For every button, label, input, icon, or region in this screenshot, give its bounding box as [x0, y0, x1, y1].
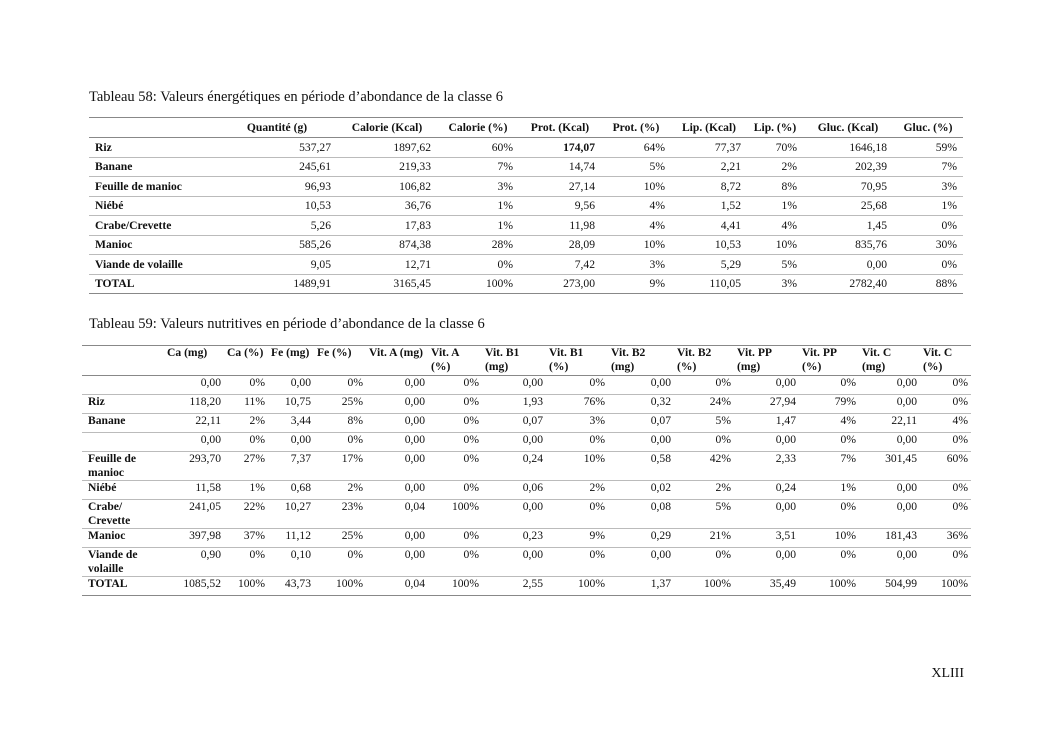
- column-header: Ca (mg): [164, 346, 224, 376]
- table-row: [89, 274, 963, 294]
- table-cell: 0,68: [268, 481, 314, 500]
- table-cell: 1897,62: [337, 138, 437, 158]
- table-cell: 0,00: [859, 500, 920, 529]
- table-cell: 2%: [546, 481, 608, 500]
- table-cell: 0,24: [482, 452, 546, 481]
- table-row: [82, 548, 971, 577]
- table-cell: 96,93: [217, 177, 337, 197]
- table-cell: 585,26: [217, 235, 337, 255]
- table-cell: 0%: [546, 548, 608, 577]
- table-row: [89, 177, 963, 197]
- table-cell: 0,00: [803, 255, 893, 275]
- table-cell: 21%: [674, 529, 734, 548]
- row-label: Crabe/ Crevette: [82, 500, 164, 529]
- table-cell: 0%: [920, 395, 971, 414]
- table-row: [82, 500, 971, 529]
- table-cell: 4%: [601, 196, 671, 216]
- table-cell: 0%: [546, 376, 608, 395]
- table-cell: 100%: [428, 577, 482, 596]
- page-number: XLIII: [931, 666, 964, 681]
- column-header: Vit. B1 (%): [546, 346, 608, 376]
- row-label: Manioc: [89, 235, 217, 255]
- table-cell: 0%: [314, 433, 366, 452]
- table-cell: 9%: [601, 274, 671, 294]
- table-cell: 0,00: [482, 500, 546, 529]
- table-cell: 0,00: [366, 376, 428, 395]
- table-row: [82, 376, 971, 395]
- row-label: Feuille de manioc: [89, 177, 217, 197]
- table-cell: 5%: [747, 255, 803, 275]
- column-header: Vit. C (%): [920, 346, 971, 376]
- table-cell: 3165,45: [337, 274, 437, 294]
- table-cell: 88%: [893, 274, 963, 294]
- table-cell: 3%: [437, 177, 519, 197]
- table-cell: 10%: [747, 235, 803, 255]
- table-cell: 0,04: [366, 500, 428, 529]
- table-cell: 25,68: [803, 196, 893, 216]
- table-cell: 537,27: [217, 138, 337, 158]
- table-cell: 0,00: [608, 433, 674, 452]
- table-cell: 25%: [314, 395, 366, 414]
- table-cell: 7,37: [268, 452, 314, 481]
- table-cell: 23%: [314, 500, 366, 529]
- row-label: [82, 433, 164, 452]
- table-cell: 27,94: [734, 395, 799, 414]
- table-cell: 0,00: [859, 481, 920, 500]
- table-cell: 10%: [601, 235, 671, 255]
- table-cell: 1%: [747, 196, 803, 216]
- column-header: Gluc. (Kcal): [803, 118, 893, 138]
- table-cell: 37%: [224, 529, 268, 548]
- table-59-header-row: [82, 346, 971, 376]
- column-header: Ca (%): [224, 346, 268, 376]
- table-cell: 0,00: [859, 395, 920, 414]
- table-cell: 0,00: [859, 548, 920, 577]
- table-cell: 0%: [428, 376, 482, 395]
- table-cell: 174,07: [519, 138, 601, 158]
- column-header: Gluc. (%): [893, 118, 963, 138]
- table-cell: 1%: [799, 481, 859, 500]
- table-cell: 3%: [893, 177, 963, 197]
- table-cell: 100%: [546, 577, 608, 596]
- table-cell: 24%: [674, 395, 734, 414]
- table-cell: 0%: [428, 433, 482, 452]
- table-cell: 0%: [428, 395, 482, 414]
- table-cell: 0,00: [608, 548, 674, 577]
- table-cell: 9,05: [217, 255, 337, 275]
- column-header: Calorie (Kcal): [337, 118, 437, 138]
- table-cell: 0,00: [859, 376, 920, 395]
- table-cell: 28%: [437, 235, 519, 255]
- column-header: Calorie (%): [437, 118, 519, 138]
- table-cell: 4%: [747, 216, 803, 236]
- table-cell: 0,00: [482, 548, 546, 577]
- table-cell: 0,24: [734, 481, 799, 500]
- table-58-header-row: [89, 118, 963, 138]
- table-cell: 3%: [546, 414, 608, 433]
- table-cell: 10,75: [268, 395, 314, 414]
- table-cell: 10,53: [217, 196, 337, 216]
- table-cell: 8%: [314, 414, 366, 433]
- table-cell: 0,06: [482, 481, 546, 500]
- table-row: [82, 395, 971, 414]
- table-cell: 5%: [674, 500, 734, 529]
- column-header: Lip. (%): [747, 118, 803, 138]
- table-cell: 22,11: [164, 414, 224, 433]
- table-cell: 2782,40: [803, 274, 893, 294]
- table-cell: 0%: [674, 433, 734, 452]
- table-cell: 11,58: [164, 481, 224, 500]
- column-header: Vit. PP (%): [799, 346, 859, 376]
- table-row: [89, 255, 963, 275]
- table-cell: 874,38: [337, 235, 437, 255]
- table-cell: 0%: [674, 376, 734, 395]
- column-header: [82, 346, 164, 376]
- table-cell: 0,08: [608, 500, 674, 529]
- table-cell: 0,00: [859, 433, 920, 452]
- table-cell: 1,37: [608, 577, 674, 596]
- table-cell: 12,71: [337, 255, 437, 275]
- table-58-caption: Tableau 58: Valeurs énergétiques en période d’abondance de la classe 6: [89, 89, 503, 105]
- table-cell: 1,45: [803, 216, 893, 236]
- table-row: [89, 216, 963, 236]
- table-row: [82, 481, 971, 500]
- table-cell: 30%: [893, 235, 963, 255]
- table-cell: 110,05: [671, 274, 747, 294]
- row-label: Banane: [82, 414, 164, 433]
- table-cell: 0%: [920, 481, 971, 500]
- table-cell: 22%: [224, 500, 268, 529]
- table-row: [89, 157, 963, 177]
- table-59-nutritive-values: [82, 345, 971, 596]
- table-cell: 100%: [314, 577, 366, 596]
- table-cell: 0%: [224, 433, 268, 452]
- column-header: Lip. (Kcal): [671, 118, 747, 138]
- table-58-energy-values: [89, 117, 963, 294]
- column-header: Vit. C (mg): [859, 346, 920, 376]
- row-label: Banane: [89, 157, 217, 177]
- table-cell: 0%: [799, 433, 859, 452]
- column-header: Vit. B2 (%): [674, 346, 734, 376]
- table-cell: 4%: [601, 216, 671, 236]
- table-cell: 10,27: [268, 500, 314, 529]
- row-label: Crabe/Crevette: [89, 216, 217, 236]
- table-cell: 0%: [799, 376, 859, 395]
- column-header: Vit. A (%): [428, 346, 482, 376]
- table-cell: 0,00: [482, 433, 546, 452]
- table-cell: 0%: [920, 376, 971, 395]
- table-cell: 5,26: [217, 216, 337, 236]
- table-row: [82, 433, 971, 452]
- table-59-caption: Tableau 59: Valeurs nutritives en période d’abondance de la classe 6: [89, 316, 485, 332]
- table-cell: 0,00: [366, 433, 428, 452]
- table-cell: 0,29: [608, 529, 674, 548]
- table-cell: 10%: [799, 529, 859, 548]
- table-cell: 28,09: [519, 235, 601, 255]
- table-cell: 100%: [920, 577, 971, 596]
- table-cell: 202,39: [803, 157, 893, 177]
- table-cell: 0,07: [608, 414, 674, 433]
- column-header: Vit. A (mg): [366, 346, 428, 376]
- column-header: Vit. PP (mg): [734, 346, 799, 376]
- table-row: [82, 577, 971, 596]
- table-cell: 0%: [920, 548, 971, 577]
- table-cell: 0,00: [482, 376, 546, 395]
- table-cell: 2,21: [671, 157, 747, 177]
- table-cell: 7%: [893, 157, 963, 177]
- row-label: Viande de volaille: [82, 548, 164, 577]
- table-cell: 0%: [437, 255, 519, 275]
- table-cell: 0%: [799, 548, 859, 577]
- table-cell: 0%: [428, 548, 482, 577]
- table-cell: 0%: [314, 376, 366, 395]
- column-header: Prot. (Kcal): [519, 118, 601, 138]
- table-cell: 0,00: [366, 529, 428, 548]
- row-label: Feuille de manioc: [82, 452, 164, 481]
- table-cell: 3,51: [734, 529, 799, 548]
- row-label: TOTAL: [82, 577, 164, 596]
- table-row: [89, 235, 963, 255]
- table-cell: 0%: [224, 376, 268, 395]
- table-cell: 2,55: [482, 577, 546, 596]
- table-cell: 293,70: [164, 452, 224, 481]
- table-cell: 25%: [314, 529, 366, 548]
- table-cell: 70%: [747, 138, 803, 158]
- table-cell: 3,44: [268, 414, 314, 433]
- row-label: Riz: [82, 395, 164, 414]
- table-cell: 60%: [437, 138, 519, 158]
- table-cell: 1646,18: [803, 138, 893, 158]
- table-cell: 1%: [437, 216, 519, 236]
- table-59-body: [82, 376, 971, 596]
- table-cell: 27,14: [519, 177, 601, 197]
- table-cell: 0,00: [366, 395, 428, 414]
- table-cell: 0%: [428, 414, 482, 433]
- table-cell: 79%: [799, 395, 859, 414]
- table-cell: 36%: [920, 529, 971, 548]
- column-header: Prot. (%): [601, 118, 671, 138]
- table-cell: 301,45: [859, 452, 920, 481]
- table-cell: 245,61: [217, 157, 337, 177]
- table-cell: 241,05: [164, 500, 224, 529]
- table-cell: 7,42: [519, 255, 601, 275]
- table-cell: 10%: [601, 177, 671, 197]
- table-cell: 0%: [224, 548, 268, 577]
- table-cell: 11,98: [519, 216, 601, 236]
- table-cell: 11,12: [268, 529, 314, 548]
- table-cell: 7%: [437, 157, 519, 177]
- table-cell: 9,56: [519, 196, 601, 216]
- table-cell: 17%: [314, 452, 366, 481]
- table-cell: 835,76: [803, 235, 893, 255]
- table-cell: 0,90: [164, 548, 224, 577]
- table-cell: 2%: [747, 157, 803, 177]
- row-label: Niébé: [89, 196, 217, 216]
- table-cell: 0,58: [608, 452, 674, 481]
- table-cell: 0,00: [164, 433, 224, 452]
- table-cell: 1489,91: [217, 274, 337, 294]
- table-cell: 0%: [674, 548, 734, 577]
- table-cell: 118,20: [164, 395, 224, 414]
- table-cell: 2,33: [734, 452, 799, 481]
- table-cell: 1,93: [482, 395, 546, 414]
- table-cell: 36,76: [337, 196, 437, 216]
- table-cell: 1%: [893, 196, 963, 216]
- column-header: [89, 118, 217, 138]
- table-cell: 76%: [546, 395, 608, 414]
- column-header: Vit. B2 (mg): [608, 346, 674, 376]
- row-label: Manioc: [82, 529, 164, 548]
- table-cell: 5%: [674, 414, 734, 433]
- table-cell: 0,00: [734, 500, 799, 529]
- table-cell: 43,73: [268, 577, 314, 596]
- row-label: Riz: [89, 138, 217, 158]
- row-label: Viande de volaille: [89, 255, 217, 275]
- table-cell: 0,00: [734, 376, 799, 395]
- table-cell: 1085,52: [164, 577, 224, 596]
- table-cell: 273,00: [519, 274, 601, 294]
- table-row: [82, 414, 971, 433]
- table-cell: 100%: [224, 577, 268, 596]
- table-cell: 59%: [893, 138, 963, 158]
- table-cell: 0%: [546, 433, 608, 452]
- table-58-body: [89, 138, 963, 294]
- table-cell: 219,33: [337, 157, 437, 177]
- table-cell: 397,98: [164, 529, 224, 548]
- table-cell: 35,49: [734, 577, 799, 596]
- table-cell: 0%: [428, 481, 482, 500]
- table-cell: 4%: [920, 414, 971, 433]
- table-cell: 5,29: [671, 255, 747, 275]
- table-cell: 8%: [747, 177, 803, 197]
- table-cell: 3%: [747, 274, 803, 294]
- table-cell: 22,11: [859, 414, 920, 433]
- table-cell: 100%: [799, 577, 859, 596]
- table-cell: 0,00: [268, 376, 314, 395]
- table-cell: 100%: [428, 500, 482, 529]
- table-cell: 0,23: [482, 529, 546, 548]
- table-cell: 2%: [674, 481, 734, 500]
- table-cell: 10,53: [671, 235, 747, 255]
- table-cell: 0%: [893, 255, 963, 275]
- table-cell: 7%: [799, 452, 859, 481]
- table-cell: 0,00: [164, 376, 224, 395]
- table-cell: 14,74: [519, 157, 601, 177]
- table-cell: 1,47: [734, 414, 799, 433]
- table-cell: 0,32: [608, 395, 674, 414]
- table-cell: 60%: [920, 452, 971, 481]
- table-cell: 11%: [224, 395, 268, 414]
- table-row: [89, 196, 963, 216]
- table-cell: 100%: [437, 274, 519, 294]
- table-cell: 0,00: [366, 481, 428, 500]
- table-cell: 1%: [437, 196, 519, 216]
- table-row: [89, 138, 963, 158]
- table-cell: 0,00: [734, 433, 799, 452]
- table-cell: 17,83: [337, 216, 437, 236]
- table-cell: 0,02: [608, 481, 674, 500]
- table-cell: 27%: [224, 452, 268, 481]
- table-cell: 0%: [546, 500, 608, 529]
- table-row: [82, 452, 971, 481]
- table-cell: 10%: [546, 452, 608, 481]
- table-cell: 4%: [799, 414, 859, 433]
- table-cell: 4,41: [671, 216, 747, 236]
- table-cell: 2%: [314, 481, 366, 500]
- table-cell: 100%: [674, 577, 734, 596]
- table-cell: 0,00: [608, 376, 674, 395]
- table-cell: 0%: [893, 216, 963, 236]
- column-header: Fe (%): [314, 346, 366, 376]
- table-cell: 0%: [314, 548, 366, 577]
- table-cell: 106,82: [337, 177, 437, 197]
- table-row: [82, 529, 971, 548]
- table-cell: 2%: [224, 414, 268, 433]
- table-cell: 1%: [224, 481, 268, 500]
- table-cell: 1,52: [671, 196, 747, 216]
- table-cell: 3%: [601, 255, 671, 275]
- table-cell: 0,00: [366, 548, 428, 577]
- table-cell: 0,07: [482, 414, 546, 433]
- table-cell: 0%: [920, 433, 971, 452]
- table-cell: 8,72: [671, 177, 747, 197]
- table-cell: 0%: [428, 529, 482, 548]
- row-label: TOTAL: [89, 274, 217, 294]
- table-cell: 9%: [546, 529, 608, 548]
- table-cell: 0,00: [366, 414, 428, 433]
- table-cell: 0%: [799, 500, 859, 529]
- column-header: Quantité (g): [217, 118, 337, 138]
- table-cell: 70,95: [803, 177, 893, 197]
- table-cell: 0,10: [268, 548, 314, 577]
- table-cell: 504,99: [859, 577, 920, 596]
- table-cell: 0,00: [734, 548, 799, 577]
- table-cell: 0%: [428, 452, 482, 481]
- row-label: Niébé: [82, 481, 164, 500]
- table-cell: 77,37: [671, 138, 747, 158]
- table-cell: 0%: [920, 500, 971, 529]
- table-cell: 0,04: [366, 577, 428, 596]
- table-cell: 64%: [601, 138, 671, 158]
- table-cell: 42%: [674, 452, 734, 481]
- column-header: Fe (mg): [268, 346, 314, 376]
- row-label: [82, 376, 164, 395]
- column-header: Vit. B1 (mg): [482, 346, 546, 376]
- table-cell: 0,00: [268, 433, 314, 452]
- table-cell: 181,43: [859, 529, 920, 548]
- table-cell: 0,00: [366, 452, 428, 481]
- table-cell: 5%: [601, 157, 671, 177]
